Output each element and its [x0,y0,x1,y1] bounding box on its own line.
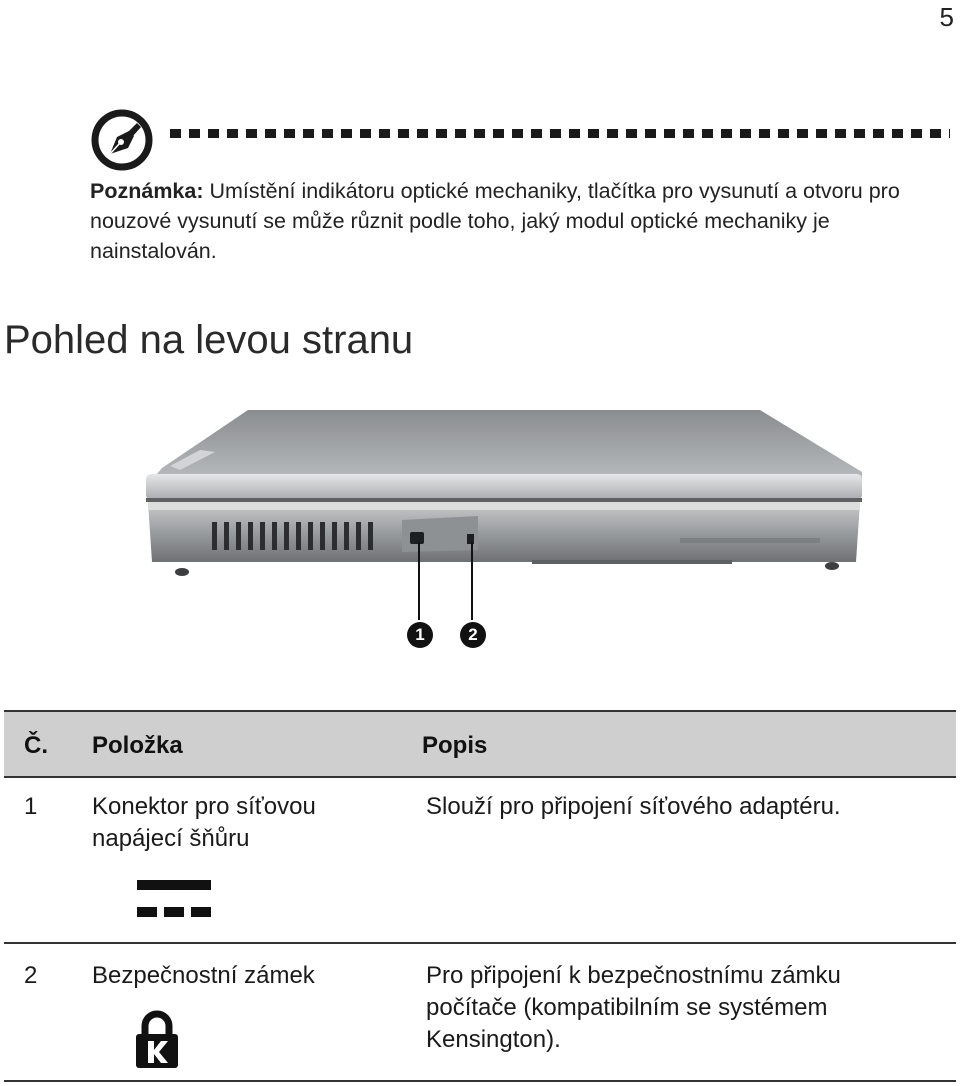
callout-leader-line [418,542,420,620]
row-item: napájecí šňůru [92,825,250,852]
row-description: Slouží pro připojení síťového adaptéru. [426,793,841,820]
row-description: počítače (kompatibilním se systémem [426,994,828,1021]
callout-marker-1: 1 [407,622,433,648]
laptop-left-side-image [140,400,870,590]
header-item: Položka [92,732,183,759]
row-description: Pro připojení k bezpečnostnímu zámku [426,962,841,989]
row-item: Konektor pro síťovou [92,793,316,820]
note-pen-icon [90,108,154,172]
row-number: 2 [24,962,38,989]
callout-marker-2: 2 [460,622,486,648]
dc-power-icon [137,880,211,918]
row-number: 1 [24,793,38,820]
callout-leader-line [471,542,473,620]
note-body: Umístění indikátoru optické mechaniky, tlačítka pro vysunutí a otvoru pro nouzové vysunutí se může různit podle toho, jaký modul optické mechaniky je nainstalován. [90,179,900,263]
table-row-divider [4,942,956,944]
table-header [4,710,956,778]
note-dotted-rule [170,129,950,138]
note-paragraph [90,176,952,266]
header-number: Č. [24,732,48,759]
row-item: Bezpečnostní zámek [92,962,315,989]
page-number: 5 [939,2,954,32]
header-description: Popis [422,732,488,759]
note-label: Poznámka: [90,179,204,203]
section-title: Pohled na levou stranu [4,318,414,362]
kensington-lock-icon [134,1010,180,1068]
row-description: Kensington). [426,1026,561,1053]
table-bottom-rule [4,1080,956,1082]
